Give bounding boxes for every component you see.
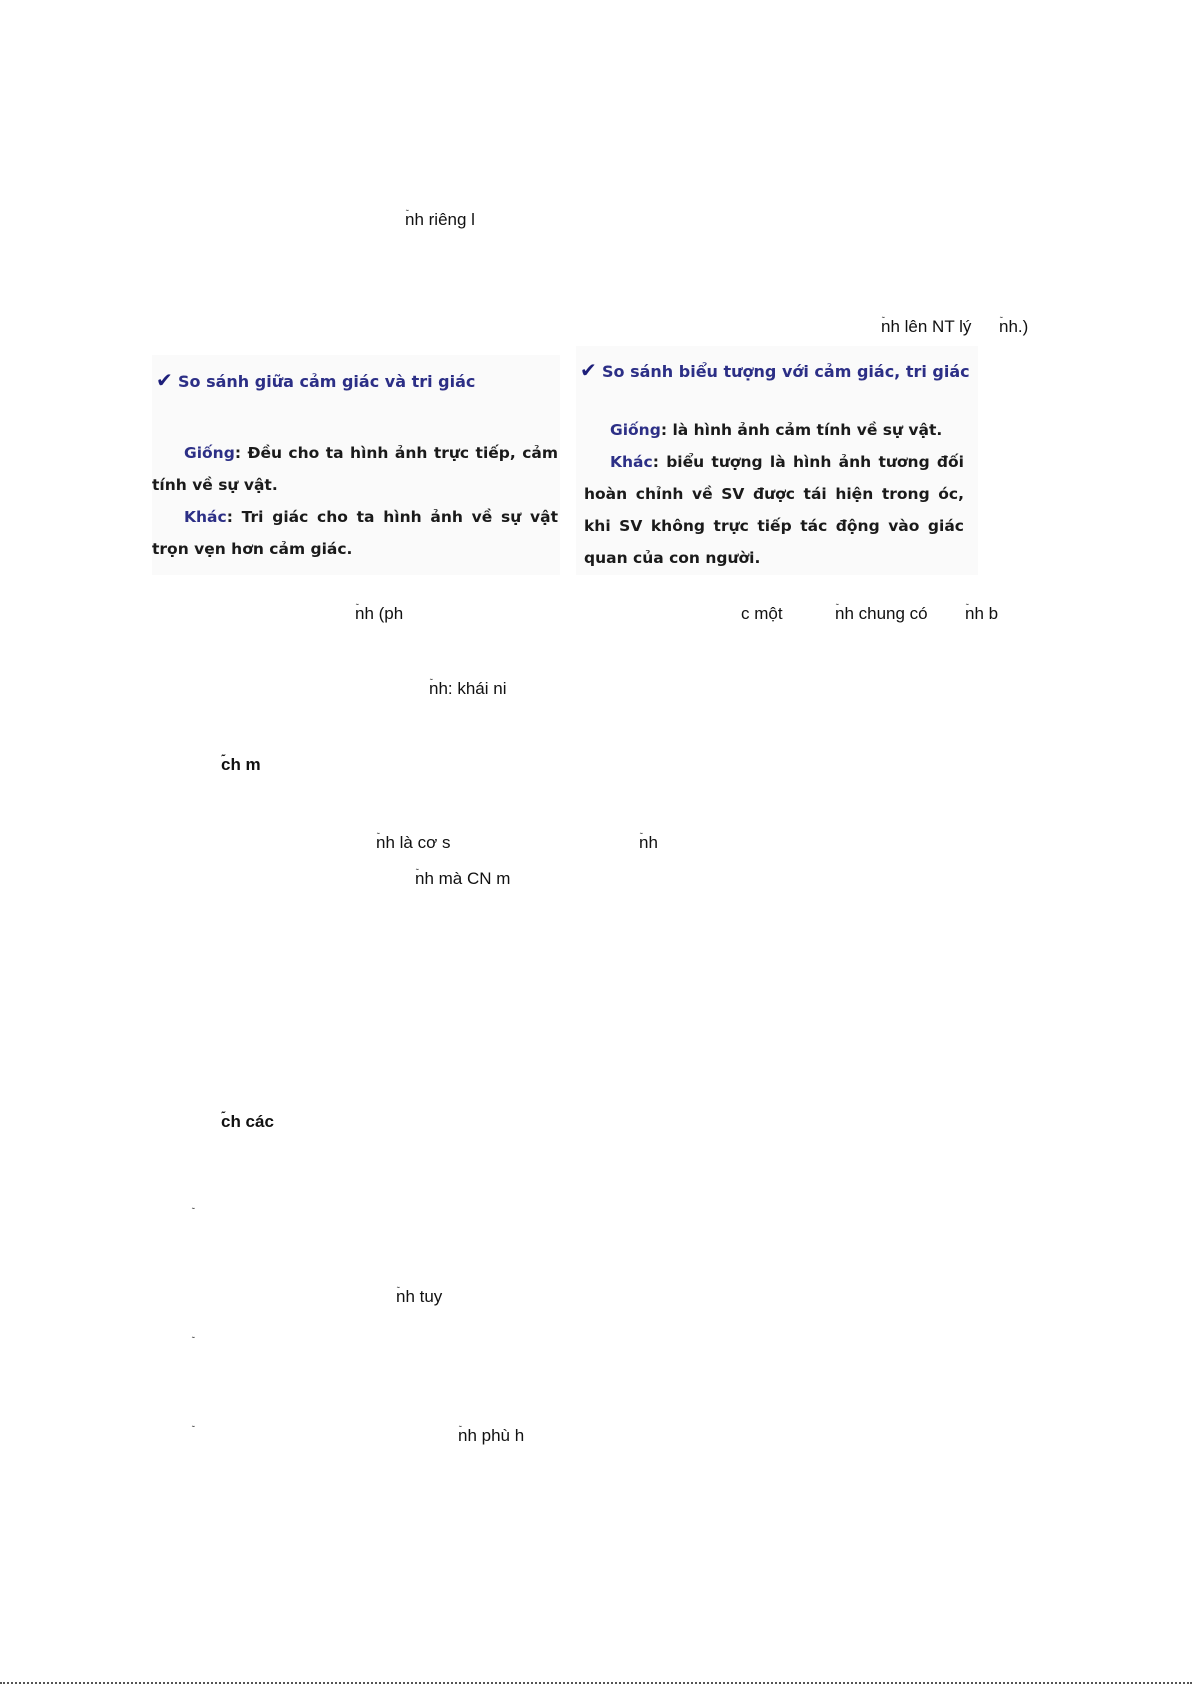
page-bottom-divider: [0, 1682, 1192, 1684]
section-heading-fragment: ۤch m: [221, 755, 261, 774]
text-fragment: ۤnh là cơ s: [376, 833, 451, 852]
comparison-heading: ✔ So sánh giữa cảm giác và tri giác: [156, 368, 476, 392]
text-fragment: ۤnh: [639, 833, 658, 852]
similarity-paragraph: Giống: là hình ảnh cảm tính về sự vật.: [610, 421, 943, 439]
checkmark-icon: ✔: [156, 368, 173, 392]
text-fragment: ۤnh riêng l: [405, 210, 475, 229]
text-fragment: ۤnh tuy: [396, 1287, 443, 1306]
comparison-box-representation: [576, 346, 978, 575]
text-fragment: ۤnh phù h: [458, 1426, 525, 1445]
text-fragment: c một: [741, 604, 783, 623]
difference-paragraph: Khác: Tri giác cho ta hình ảnh về sự vật trọn vẹn hơn cảm giác.: [152, 508, 558, 558]
difference-paragraph: Khác: biểu tượng là hình ảnh tương đối hoàn chỉnh về SV được tái hiện trong óc, khi SV không trực tiếp tác động vào giác quan của con người.: [584, 453, 964, 567]
text-fragment: ۤnh mà CN m: [415, 869, 511, 888]
text-fragment: ۤnh: khái ni: [429, 679, 507, 698]
text-fragment: ۤnh (ph: [355, 604, 404, 623]
similarity-paragraph: Giống: Đều cho ta hình ảnh trực tiếp, cảm tính về sự vật.: [152, 444, 558, 494]
comparison-box-sensation-perception: [152, 355, 560, 575]
section-heading-fragment: ۤch các: [221, 1112, 274, 1131]
text-fragment: ۤnh lên NT lý: [881, 317, 972, 336]
text-fragment: ۤnh.): [999, 317, 1029, 336]
text-fragment: ۤnh b: [965, 604, 999, 623]
text-fragment: ۤnh chung có: [835, 604, 928, 623]
comparison-heading: ✔ So sánh biểu tượng với cảm giác, tri giác: [580, 358, 970, 382]
checkmark-icon: ✔: [580, 358, 597, 382]
